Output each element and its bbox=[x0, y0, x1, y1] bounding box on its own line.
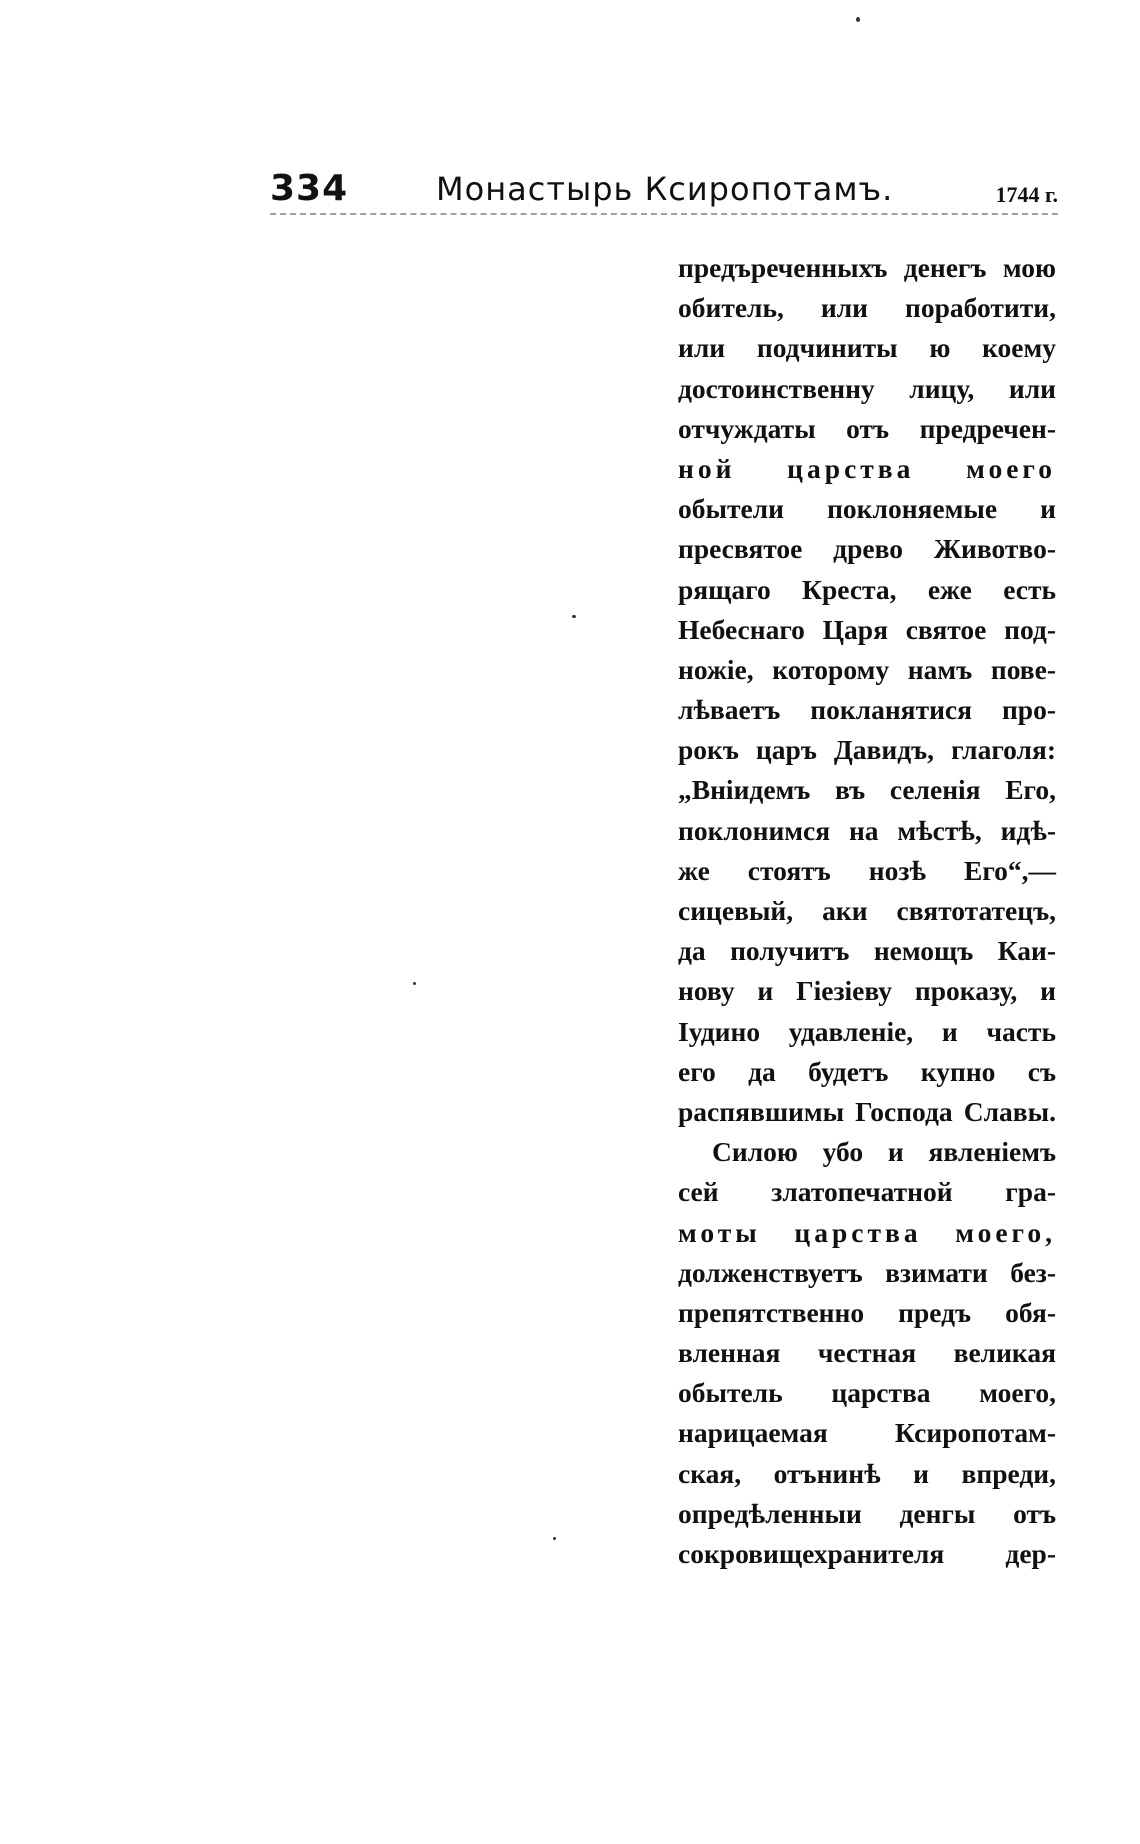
text-line: поклонимся на мѣстѣ, идѣ- bbox=[678, 814, 1056, 846]
scan-speck bbox=[856, 17, 860, 22]
running-header bbox=[270, 168, 1058, 218]
text-line: обытели поклоняемые и bbox=[678, 493, 1056, 525]
text-line: Іудино удавленіе, и часть bbox=[678, 1015, 1056, 1047]
text-line: сей златопечатной гра- bbox=[678, 1176, 1056, 1208]
text-line: его да будетъ купно съ bbox=[678, 1055, 1056, 1087]
running-title: Монастырь Ксиропотамъ. bbox=[436, 170, 894, 208]
text-line: обытель царства моего, bbox=[678, 1377, 1056, 1409]
text-line: опредѣленныи денгы отъ bbox=[678, 1497, 1056, 1529]
text-line: обитель, или поработити, bbox=[678, 292, 1056, 324]
header-rule bbox=[270, 213, 1058, 215]
text-line: достоинственну лицу, или bbox=[678, 372, 1056, 404]
scan-speck bbox=[553, 1537, 556, 1540]
page-number: 334 bbox=[270, 168, 349, 209]
text-line: нарицаемая Ксиропотам- bbox=[678, 1417, 1056, 1449]
text-line: распявшимы Господа Славы. bbox=[678, 1095, 1056, 1127]
text-column bbox=[678, 248, 1056, 1574]
scan-speck bbox=[413, 982, 416, 985]
text-line: сицевый, аки святотатецъ, bbox=[678, 895, 1056, 926]
text-line: лѣваетъ покланятися про- bbox=[678, 694, 1056, 726]
scan-speck bbox=[572, 615, 576, 618]
text-line: моты царства моего, bbox=[678, 1216, 1056, 1248]
text-line: рокъ царъ Давидъ, глаголя: bbox=[678, 734, 1056, 766]
text-line: рящаго Креста, еже есть bbox=[678, 573, 1056, 605]
text-line: отчуждаты отъ предречен- bbox=[678, 412, 1056, 444]
text-line: Небеснаго Царя святое под- bbox=[678, 613, 1056, 645]
header-year: 1744 г. bbox=[995, 182, 1058, 207]
text-line: долженствуетъ взимати без- bbox=[678, 1256, 1056, 1288]
text-line: препятственно предъ обя- bbox=[678, 1296, 1056, 1328]
text-line: ножіе, которому намъ пове- bbox=[678, 653, 1056, 685]
text-line: „Вніидемъ въ селенія Его, bbox=[678, 774, 1056, 806]
text-line: же стоятъ нозѣ Его“,— bbox=[678, 854, 1056, 886]
text-line: предъреченныхъ денегъ мою bbox=[678, 252, 1056, 283]
text-line: да получитъ немощъ Каи- bbox=[678, 935, 1056, 967]
text-line: ская, отънинѣ и впреди, bbox=[678, 1457, 1056, 1489]
text-line: вленная честная великая bbox=[678, 1337, 1056, 1369]
text-line: нову и Гіезіеву проказу, и bbox=[678, 975, 1056, 1007]
text-line: пресвятое древо Животво- bbox=[678, 533, 1056, 565]
paragraph-first-line: Силою убо и явленіемъ bbox=[712, 1136, 1056, 1168]
text-line: или подчиниты ю коему bbox=[678, 332, 1056, 364]
text-line: ной царства моего bbox=[678, 452, 1056, 484]
text-line: сокровищехранителя дер- bbox=[678, 1538, 1056, 1569]
